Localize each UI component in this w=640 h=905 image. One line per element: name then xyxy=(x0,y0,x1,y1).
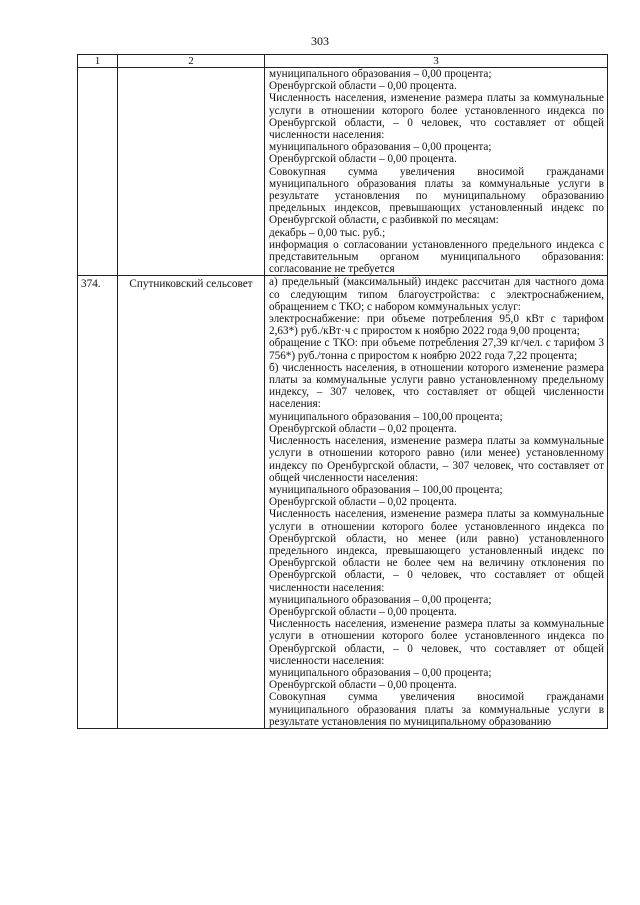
paragraph: муниципального образования – 0,00 процента; xyxy=(269,593,492,606)
paragraph: а) предельный (максимальный) индекс рассчитан для частного дома со следующим типом благоустройства: с электроснабжением, обращением с ТКО; с набором коммунальных услуг: xyxy=(269,276,604,313)
paragraph: Численность населения, изменение размера платы за коммунальные услуги в отношении которого более установленного индекса по Оренбургской области, – 0 человек, что составляет от общей численности населения: xyxy=(269,618,604,667)
paragraph: Оренбургской области – 0,02 процента. xyxy=(269,422,457,435)
paragraph: муниципального образования – 0,00 процента; xyxy=(269,68,492,80)
row-number-cell xyxy=(78,68,118,276)
paragraph: Оренбургской области – 0,00 процента. xyxy=(269,153,457,166)
column-number-2: 2 xyxy=(118,55,265,68)
document-table xyxy=(77,54,608,729)
paragraph: Численность населения, изменение размера платы за коммунальные услуги в отношении которого равно (или менее) установленному индексу по Оренбургской области, – 307 человек, что составляет от общей численности населения: xyxy=(269,435,604,484)
details-cell xyxy=(265,68,608,276)
column-number-row xyxy=(78,55,608,68)
paragraph: Оренбургской области – 0,02 процента. xyxy=(269,496,457,509)
paragraph: Численность населения, изменение размера платы за коммунальные услуги в отношении которого более установленного индекса по Оренбургской области, но менее (или равно) установленного предельного индекса, превышающего установленный индекс по Оренбургской области не более чем на величину отклонения по Оренбургской области, – 0 человек, что составляет от общей численности населения: xyxy=(269,508,604,594)
paragraph: б) численность населения, в отношении которого изменение размера платы за коммунальные услуги равно установленному предельному индексу, – 307 человек, что составляет от общей численности населения: xyxy=(269,361,604,411)
table-row-374 xyxy=(78,276,608,729)
column-number-1: 1 xyxy=(78,55,118,68)
paragraph: муниципального образования – 0,00 процента; xyxy=(269,141,492,154)
table-row-continued xyxy=(78,68,608,276)
page-number: 303 xyxy=(311,34,329,48)
column-number-3: 3 xyxy=(265,55,608,68)
paragraph: Совокупная сумма увеличения вносимой гражданами муниципального образования платы за коммунальные услуги в результате установления по муниципальному образованию xyxy=(269,691,604,728)
municipality-cell xyxy=(118,68,265,276)
paragraph: Численность населения, изменение размера платы за коммунальные услуги в отношении которого более установленного индекса по Оренбургской области, – 0 человек, что составляет от общей численности населения: xyxy=(269,92,604,142)
details-cell xyxy=(265,276,608,729)
paragraph: муниципального образования – 0,00 процента; xyxy=(269,666,492,679)
municipality-cell: Спутниковский сельсовет xyxy=(118,276,265,729)
paragraph: Совокупная сумма увеличения вносимой гражданами муниципального образования платы за коммунальные услуги в результате установления по муниципальному образованию предельных индексов, превышающих установленный индекс по Оренбургской области, с разбивкой по месяцам: xyxy=(269,165,604,227)
paragraph: информация о согласовании установленного предельного индекса с представительным органом муниципального образования: согласование не требуется xyxy=(269,238,604,276)
row-number-cell: 374. xyxy=(78,276,118,729)
paragraph: Оренбургской области – 0,00 процента. xyxy=(269,80,457,93)
paragraph: муниципального образования – 100,00 процента; xyxy=(269,483,503,496)
paragraph: Оренбургской области – 0,00 процента. xyxy=(269,605,457,618)
paragraph: декабрь – 0,00 тыс. руб.; xyxy=(269,226,386,239)
paragraph: электроснабжение: при объеме потребления 95,0 кВт с тарифом 2,63*) руб./кВт·ч с приростом к ноябрю 2022 года 9,00 процента; xyxy=(269,313,604,338)
paragraph: Оренбургской области – 0,00 процента. xyxy=(269,679,457,692)
paragraph: муниципального образования – 100,00 процента; xyxy=(269,410,503,423)
paragraph: обращение с ТКО: при объеме потребления 27,39 кг/чел. с тарифом 3 756*) руб./тонна с приростом к ноябрю 2022 года 7,22 процента; xyxy=(269,337,604,362)
